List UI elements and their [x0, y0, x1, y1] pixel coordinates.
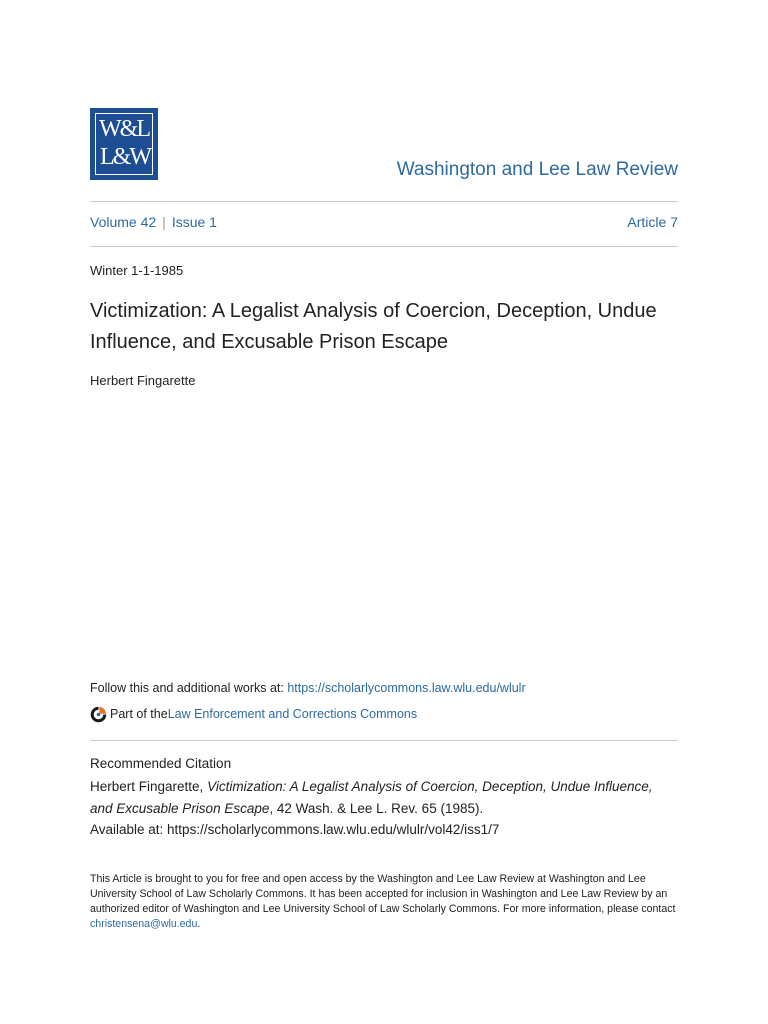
- commons-link[interactable]: Law Enforcement and Corrections Commons: [167, 707, 418, 721]
- part-of-label: Part of the: [110, 707, 168, 721]
- issue-link[interactable]: Issue 1: [171, 214, 217, 230]
- access-notice-text: This Article is brought to you for free and open access by the Washington and Lee Law Review at Washington and Lee University School of Law Scholarly Commons. It has been accepted for inclusion in Washington and Lee Law Review by an authorized editor of Washington and Lee University School of Law Scholarly Commons. For more information, please contact: [90, 873, 676, 915]
- citation-author: Herbert Fingarette,: [90, 779, 208, 794]
- logo-line-1: W&L: [99, 116, 149, 142]
- contact-email-link[interactable]: christensena@wlu.edu: [90, 918, 198, 930]
- part-of-line: [90, 704, 417, 724]
- logo-line-2: L&W: [100, 144, 150, 170]
- volume-link[interactable]: Volume 42: [90, 214, 157, 230]
- recommended-citation-heading: Recommended Citation: [90, 756, 232, 771]
- citation-title-2: and Excusable Prison Escape: [90, 800, 270, 816]
- issue-info: [90, 213, 678, 231]
- citation-source: , 42 Wash. & Lee L. Rev. 65 (1985).: [269, 800, 484, 816]
- document-page: [90, 0, 678, 1024]
- follow-line: [90, 679, 526, 697]
- journal-title-link[interactable]: Washington and Lee Law Review: [396, 159, 678, 180]
- issue-divider: [90, 246, 678, 247]
- follow-url-link[interactable]: https://scholarlycommons.law.wlu.edu/wlulr: [287, 681, 526, 695]
- citation-text: [90, 776, 678, 841]
- publication-date: Winter 1-1-1985: [90, 263, 184, 278]
- digital-commons-icon: [90, 706, 107, 723]
- access-notice-end: .: [197, 918, 201, 930]
- citation-available-at: Available at: https://scholarlycommons.law.wlu.edu/wlulr/vol42/iss1/7: [90, 822, 500, 837]
- header-divider: [90, 201, 678, 202]
- article-number-link[interactable]: Article 7: [627, 214, 678, 230]
- citation-title-1: Victimization: A Legalist Analysis of Coercion, Deception, Undue Influence,: [207, 779, 653, 794]
- access-notice: [90, 872, 678, 932]
- logo-frame: [95, 113, 153, 175]
- wl-law-logo[interactable]: [90, 108, 158, 180]
- article-title: Victimization: A Legalist Analysis of Coercion, Deception, Undue Influence, and Excusable Prison Escape: [90, 300, 657, 353]
- article-author: Herbert Fingarette: [90, 373, 196, 388]
- follow-label: Follow this and additional works at:: [90, 681, 288, 695]
- issue-separator: |: [162, 214, 166, 230]
- citation-divider: [90, 740, 678, 741]
